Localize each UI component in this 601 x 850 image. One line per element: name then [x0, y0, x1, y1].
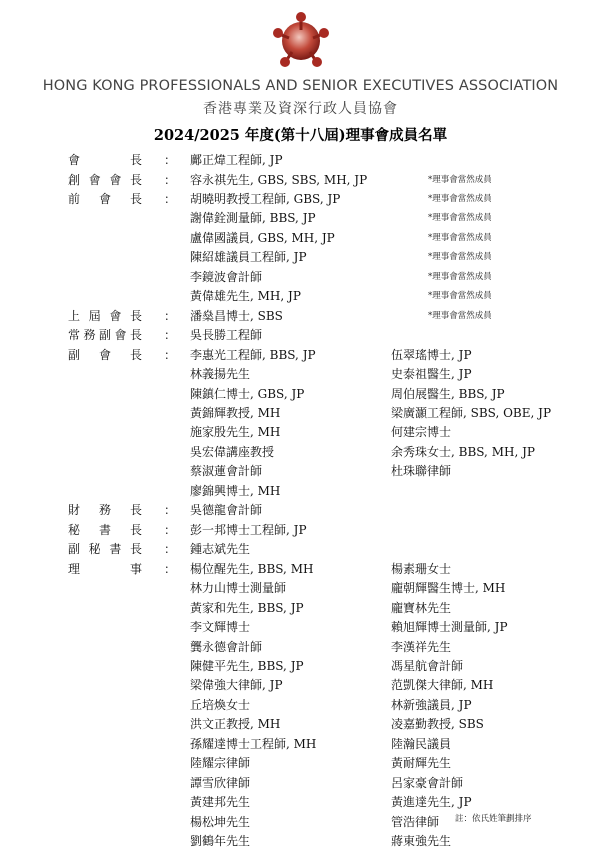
member-name: 龔永德會計師 — [190, 639, 263, 654]
member-name: 陳鎮仁博士, GBS, JP — [190, 386, 305, 401]
member-name: 彭一邦博士工程師, JP — [190, 522, 307, 537]
member-name-secondary: 范凱傑大律師, MH — [391, 678, 494, 693]
member-row — [0, 540, 601, 558]
member-row — [0, 229, 601, 247]
member-name-secondary: 黃進達先生, JP — [391, 795, 472, 810]
role-colon: ： — [164, 561, 177, 576]
member-name: 蔡淑蓮會計師 — [190, 464, 263, 479]
role-colon: ： — [164, 308, 177, 323]
member-name: 陳紹雄議員工程師, JP — [190, 250, 307, 265]
member-row — [0, 501, 601, 519]
member-name-secondary: 凌嘉勤教授, SBS — [391, 717, 484, 732]
member-name-secondary: 管浩律師 — [391, 814, 440, 829]
member-name-secondary: 馮星航會計師 — [391, 659, 464, 673]
member-name-secondary: 余秀珠女士, BBS, MH, JP — [391, 444, 535, 459]
role-label: 副 會 長 — [68, 347, 142, 362]
member-row — [0, 599, 601, 617]
member-name: 陳健平先生, BBS, JP — [190, 659, 304, 673]
member-name-secondary: 呂家豪會計師 — [391, 775, 464, 790]
member-name: 林義揚先生 — [190, 367, 251, 382]
member-row — [0, 560, 601, 578]
member-name-secondary: 蔣東強先生 — [391, 834, 452, 849]
member-name-secondary: 賴旭輝博士測量師, JP — [391, 620, 508, 634]
member-name: 李鏡波會計師 — [190, 269, 263, 284]
member-row — [0, 209, 601, 227]
footnote: 註：依氏姓筆劃排序 — [455, 814, 532, 824]
member-name: 鍾志斌先生 — [190, 542, 251, 557]
member-name-secondary: 杜珠聯律師 — [391, 464, 452, 479]
ex-officio-note: *理事會當然成員 — [428, 232, 492, 243]
member-name: 施家殷先生, MH — [190, 425, 281, 440]
role-label: 秘 書 長 — [68, 522, 142, 537]
member-name: 黃錦輝教授, MH — [190, 406, 281, 420]
ex-officio-note: *理事會當然成員 — [428, 213, 492, 224]
member-row — [0, 657, 601, 675]
role-label: 副 秘 書 長 — [68, 542, 142, 557]
member-name: 丘培煥女士 — [190, 697, 251, 712]
member-name: 謝偉銓測量師, BBS, JP — [190, 211, 316, 226]
member-name: 楊位醒先生, BBS, MH — [190, 561, 314, 576]
member-row — [0, 462, 601, 480]
member-row — [0, 190, 601, 208]
role-label: 上 屆 會 長 — [68, 308, 142, 323]
ex-officio-note: *理事會當然成員 — [428, 193, 492, 204]
member-name-secondary: 何建宗博士 — [391, 425, 452, 440]
member-name-secondary: 林新強議員, JP — [391, 697, 472, 712]
member-name-secondary: 伍翠瑤博士, JP — [391, 347, 472, 362]
member-name-secondary: 陸瀚民議員 — [391, 736, 452, 751]
ex-officio-note: *理事會當然成員 — [428, 174, 492, 185]
member-row — [0, 385, 601, 403]
ex-officio-note: *理事會當然成員 — [428, 271, 492, 282]
member-name: 林力山博士測量師 — [190, 581, 287, 596]
role-label: 會 長 — [68, 153, 142, 167]
role-colon: ： — [164, 191, 177, 206]
role-label: 前 會 長 — [68, 191, 142, 206]
member-name-secondary: 黃耐輝先生 — [391, 756, 452, 771]
member-name: 楊松坤先生 — [190, 814, 251, 829]
role-colon: ： — [164, 328, 177, 343]
member-row — [0, 638, 601, 656]
member-name-secondary: 史泰祖醫生, JP — [391, 367, 472, 382]
member-name: 洪文正教授, MH — [190, 717, 281, 732]
member-name: 梁偉強大律師, JP — [190, 678, 283, 693]
member-row — [0, 287, 601, 305]
member-name: 李文輝博士 — [190, 620, 251, 634]
member-row — [0, 171, 601, 189]
role-label: 財 務 長 — [68, 503, 142, 518]
member-name: 潘燊昌博士, SBS — [190, 308, 283, 323]
member-row — [0, 404, 601, 422]
member-row — [0, 443, 601, 461]
member-name: 孫耀達博士工程師, MH — [190, 736, 317, 751]
member-name: 吳長勝工程師 — [190, 328, 263, 343]
member-row — [0, 774, 601, 792]
role-colon: ： — [164, 503, 177, 518]
member-name: 吳德龍會計師 — [190, 503, 263, 518]
member-name: 黃家和先生, BBS, JP — [190, 600, 304, 615]
member-name: 劉鶴年先生 — [190, 834, 251, 849]
member-name: 鄺正煒工程師, JP — [190, 153, 283, 167]
member-name-secondary: 龐朝輝醫生博士, MH — [391, 581, 506, 596]
member-name: 吳宏偉講座教授 — [190, 444, 275, 459]
role-colon: ： — [164, 347, 177, 362]
member-name-secondary: 李漢祥先生 — [391, 639, 452, 654]
member-row — [0, 579, 601, 597]
member-row — [0, 307, 601, 325]
member-row — [0, 696, 601, 714]
member-row — [0, 268, 601, 286]
role-label: 創 會 會 長 — [68, 172, 142, 187]
member-name: 容永祺先生, GBS, SBS, MH, JP — [190, 172, 368, 187]
org-name-en: HONG KONG PROFESSIONALS AND SENIOR EXECUTIVES ASSOCIATION — [42, 78, 559, 94]
document-title: 2024/2025 年度(第十八屆)理事會成員名單 — [153, 127, 448, 144]
ex-officio-note: *理事會當然成員 — [428, 252, 492, 263]
member-name: 盧偉國議員, GBS, MH, JP — [190, 230, 335, 245]
association-logo — [270, 10, 332, 70]
member-name: 李惠光工程師, BBS, JP — [190, 347, 316, 362]
member-row — [0, 346, 601, 364]
member-name: 譚雪欣律師 — [190, 775, 251, 790]
member-row — [0, 754, 601, 772]
member-row — [0, 365, 601, 383]
member-name-secondary: 周伯展醫生, BBS, JP — [391, 386, 505, 401]
member-name: 黃偉雄先生, MH, JP — [190, 289, 301, 304]
role-colon: ： — [164, 153, 177, 167]
member-row — [0, 482, 601, 500]
ex-officio-note: *理事會當然成員 — [428, 310, 492, 321]
member-row — [0, 248, 601, 266]
member-name-secondary: 龐寶林先生 — [391, 600, 452, 615]
member-name-secondary: 梁廣灝工程師, SBS, OBE, JP — [391, 406, 552, 420]
role-label: 理 事 — [68, 561, 142, 576]
org-name-zh: 香港專業及資深行政人員協會 — [203, 101, 398, 117]
member-name: 陸耀宗律師 — [190, 756, 251, 771]
member-name-secondary: 楊素珊女士 — [391, 561, 452, 576]
member-name: 廖錦興博士, MH — [190, 483, 281, 498]
member-name: 胡曉明教授工程師, GBS, JP — [190, 191, 341, 206]
member-row — [0, 423, 601, 441]
member-row — [0, 618, 601, 636]
member-row — [0, 715, 601, 733]
member-row — [0, 735, 601, 753]
member-row — [0, 676, 601, 694]
role-colon: ： — [164, 522, 177, 537]
member-row — [0, 326, 601, 344]
role-label: 常 務 副 會 長 — [68, 328, 142, 343]
member-row — [0, 151, 601, 169]
role-colon: ： — [164, 172, 177, 187]
role-colon: ： — [164, 542, 177, 557]
member-row — [0, 793, 601, 811]
member-name: 黃建邦先生 — [190, 795, 251, 810]
ex-officio-note: *理事會當然成員 — [428, 291, 492, 302]
member-row — [0, 521, 601, 539]
member-row — [0, 832, 601, 850]
